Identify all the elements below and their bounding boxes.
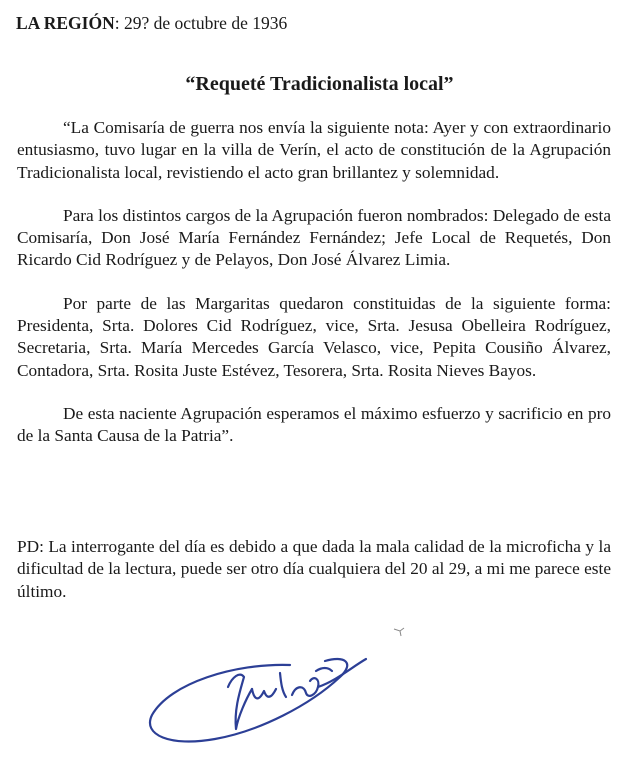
article-title: “Requeté Tradicionalista local” [185,73,454,95]
paragraph: Por parte de las Margaritas quedaron constituidas de la siguiente forma: Presidenta, Srta. Dolores Cid Rodríguez, vice, Srta. Jesusa Obelleira Rodríguez, Secretaria, Srta. María Mercedes García Velasco, vice, Pepita Cousiño Álvarez, Contadora, Srta. Rosita Juste Estévez, Tesorera, Srta. Rosita Nieves Bayos. [17,293,611,380]
paragraph: “La Comisaría de guerra nos envía la siguiente nota: Ayer y con extraordinario entusiasmo, tuvo lugar en la villa de Verín, el acto de constitución de la Agrupación Tradicionalista local, revistiendo el acto gran brillantez y solemnidad. [17,118,611,182]
article-body [17,117,611,448]
document-header [16,12,287,34]
newspaper-name: LA REGIÓN [16,13,115,33]
pencil-mark-icon [392,626,406,638]
postscript: PD: La interrogante del día es debido a que dada la mala calidad de la microficha y la dificultad de la lectura, puede ser otro día cualquiera del 20 al 29, a mi me parece este último. [17,537,611,601]
paragraph: De esta naciente Agrupación esperamos el máximo esfuerzo y sacrificio en pro de la Santa Causa de la Patria”. [17,403,611,446]
paragraph: Para los distintos cargos de la Agrupación fueron nombrados: Delegado de esta Comisaría, Don José María Fernández Fernández; Jefe Local de Requetés, Don Ricardo Cid Rodríguez y de Pelayos, Don José Álvarez Limia. [17,205,611,270]
signature-icon [140,625,380,755]
article-date: : 29? de octubre de 1936 [114,13,288,33]
